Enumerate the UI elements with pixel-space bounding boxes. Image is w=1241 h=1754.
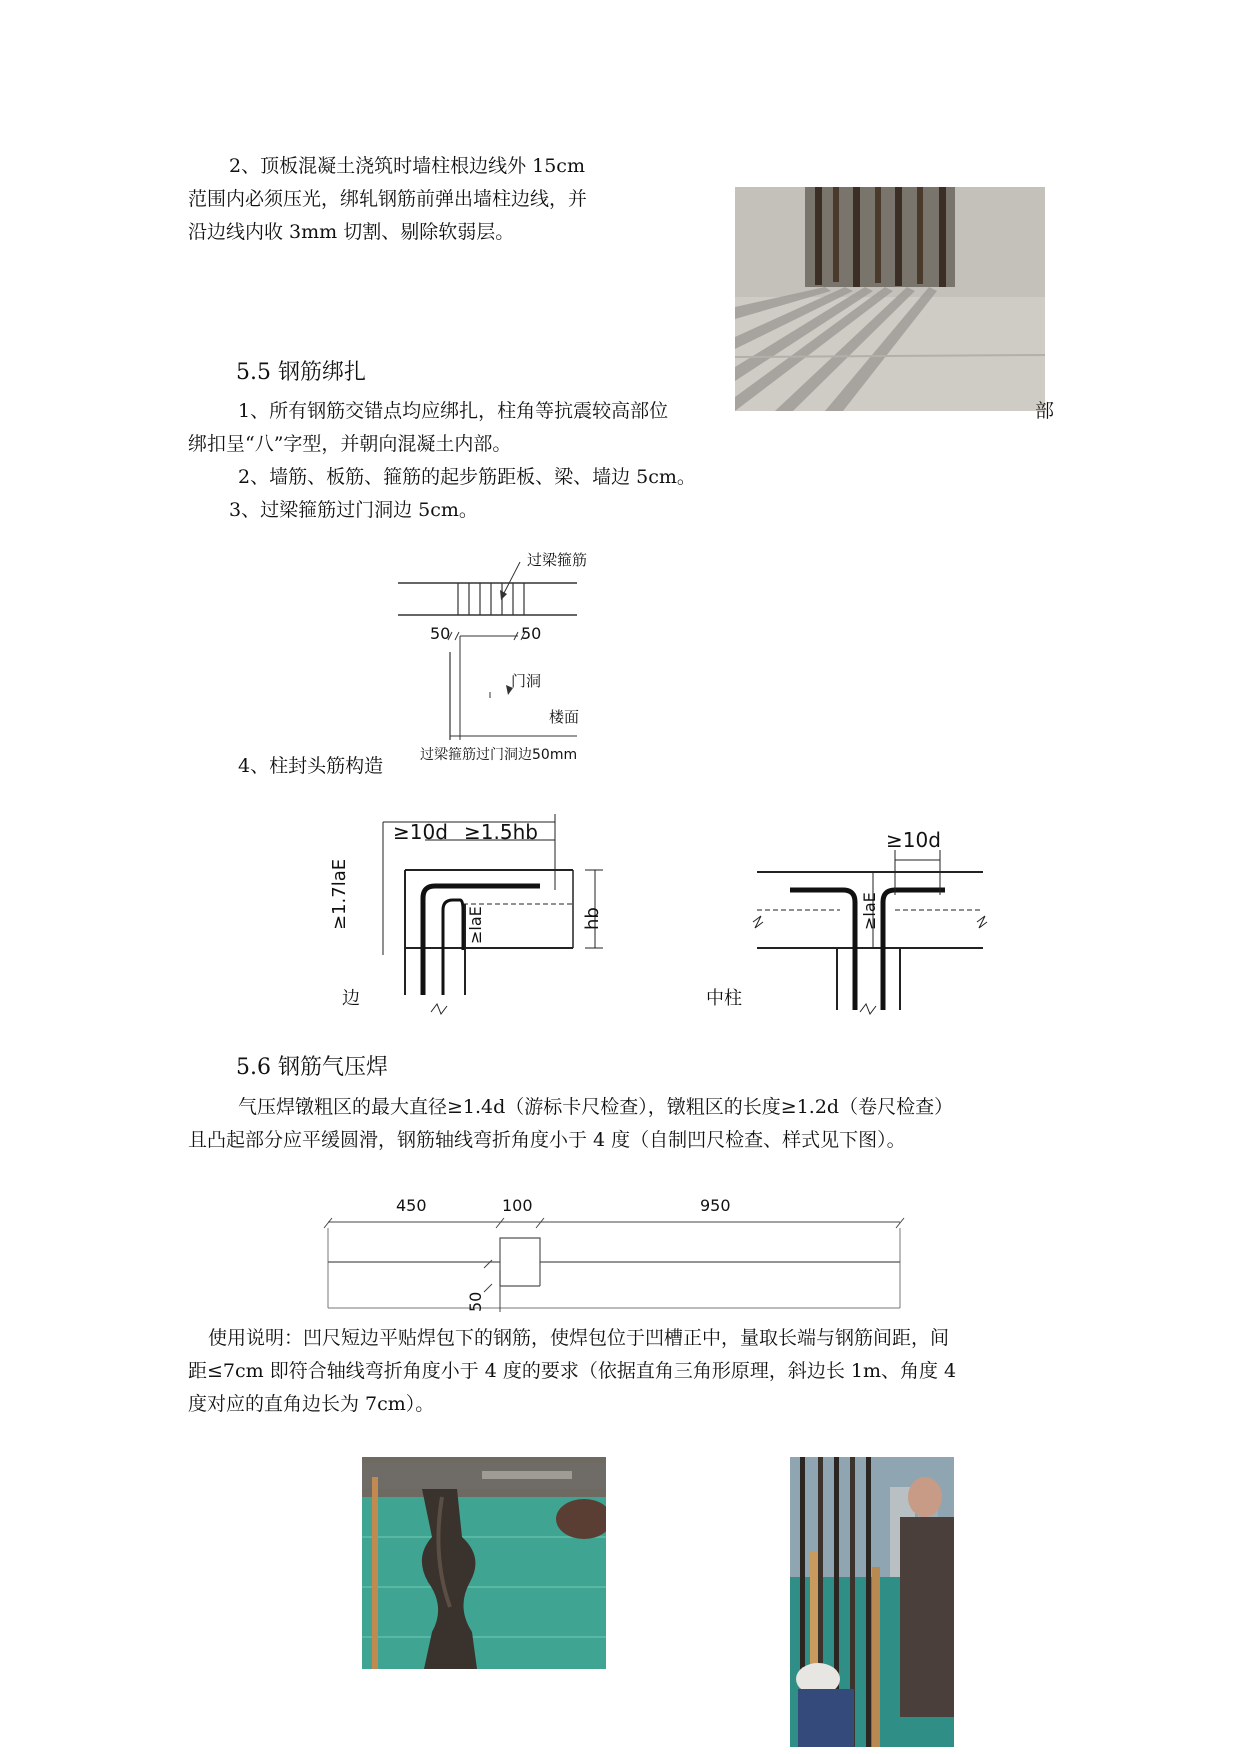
worker-inspection-photo [790, 1457, 954, 1747]
section-55-heading: 5.5 钢筋绑扎 [236, 360, 366, 385]
usage-line2: 距≤7cm 即符合轴线弯折角度小于 4 度的要求（依据直角三角形原理，斜边长 1m、角度 4 [188, 1360, 957, 1382]
dim-100: 100 [502, 1196, 533, 1215]
lintel-caption: 过梁箍筋过门洞边50mm [420, 747, 578, 763]
right-dim-10d: ≥10d [886, 828, 941, 852]
lintel-stirrup-diagram [390, 540, 590, 770]
label-floor: 楼面 [549, 708, 580, 726]
dim-450: 450 [396, 1196, 427, 1215]
item4: 4、柱封头筋构造 [238, 755, 384, 777]
item1-tail: 部 [1035, 400, 1055, 422]
left-diagram-caption: 边 [342, 988, 360, 1009]
caliper-weld-photo-art [362, 1457, 606, 1669]
para2-line2: 范围内必须压光，绑轧钢筋前弹出墙柱边线，并 [188, 188, 588, 210]
para2-line1: 2、顶板混凝土浇筑时墙柱根边线外 15cm [229, 155, 585, 177]
para2-line3: 沿边线内收 3mm 切割、剔除软弱层。 [188, 221, 515, 243]
dim-left-50: 50 [430, 624, 451, 643]
left-dim-15hb: ≥1.5hb [464, 820, 538, 844]
worker-inspection-photo-art [790, 1457, 954, 1747]
left-dim-10d: ≥10d [393, 820, 448, 844]
item2: 2、墙筋、板筋、箍筋的起步筋距板、梁、墙边 5cm。 [238, 466, 696, 488]
label-lintel-stirrup: 过梁箍筋 [527, 551, 588, 569]
column-base-photo-art [735, 187, 1045, 411]
left-dim-lae: ≥laE [466, 906, 485, 944]
right-dim-lae: ≥laE [860, 892, 879, 930]
column-base-photo [735, 187, 1045, 411]
dim-50: 50 [466, 1291, 485, 1312]
section-56-body-line1: 气压焊镦粗区的最大直径≥1.4d（游标卡尺检查），镦粗区的长度≥1.2d（卷尺检查） [238, 1096, 954, 1118]
label-door-opening: 门洞 [511, 672, 542, 690]
dim-950: 950 [700, 1196, 731, 1215]
section-56-heading: 5.6 钢筋气压焊 [236, 1055, 388, 1080]
right-diagram-caption: 中柱 [706, 988, 742, 1009]
item3: 3、过梁箍筋过门洞边 5cm。 [229, 499, 478, 521]
item1-line1: 1、所有钢筋交错点均应绑扎，柱角等抗震较高部位 [238, 400, 669, 422]
dim-right-50: 50 [521, 624, 542, 643]
item1-line2: 绑扣呈“八”字型，并朝向混凝土内部。 [188, 433, 512, 455]
left-dim-17lae: ≥1.7laE [329, 858, 350, 930]
usage-line1: 使用说明：凹尺短边平贴焊包下的钢筋，使焊包位于凹槽正中，量取长端与钢筋间距，间 [208, 1327, 950, 1349]
concave-ruler-diagram [320, 1200, 910, 1320]
left-dim-hb: hb [582, 907, 603, 930]
section-56-body-line2: 且凸起部分应平缓圆滑，钢筋轴线弯折角度小于 4 度（自制凹尺检查、样式见下图）。 [188, 1129, 906, 1151]
caliper-weld-photo [362, 1457, 606, 1669]
usage-line3: 度对应的直角边长为 7cm）。 [188, 1393, 435, 1415]
